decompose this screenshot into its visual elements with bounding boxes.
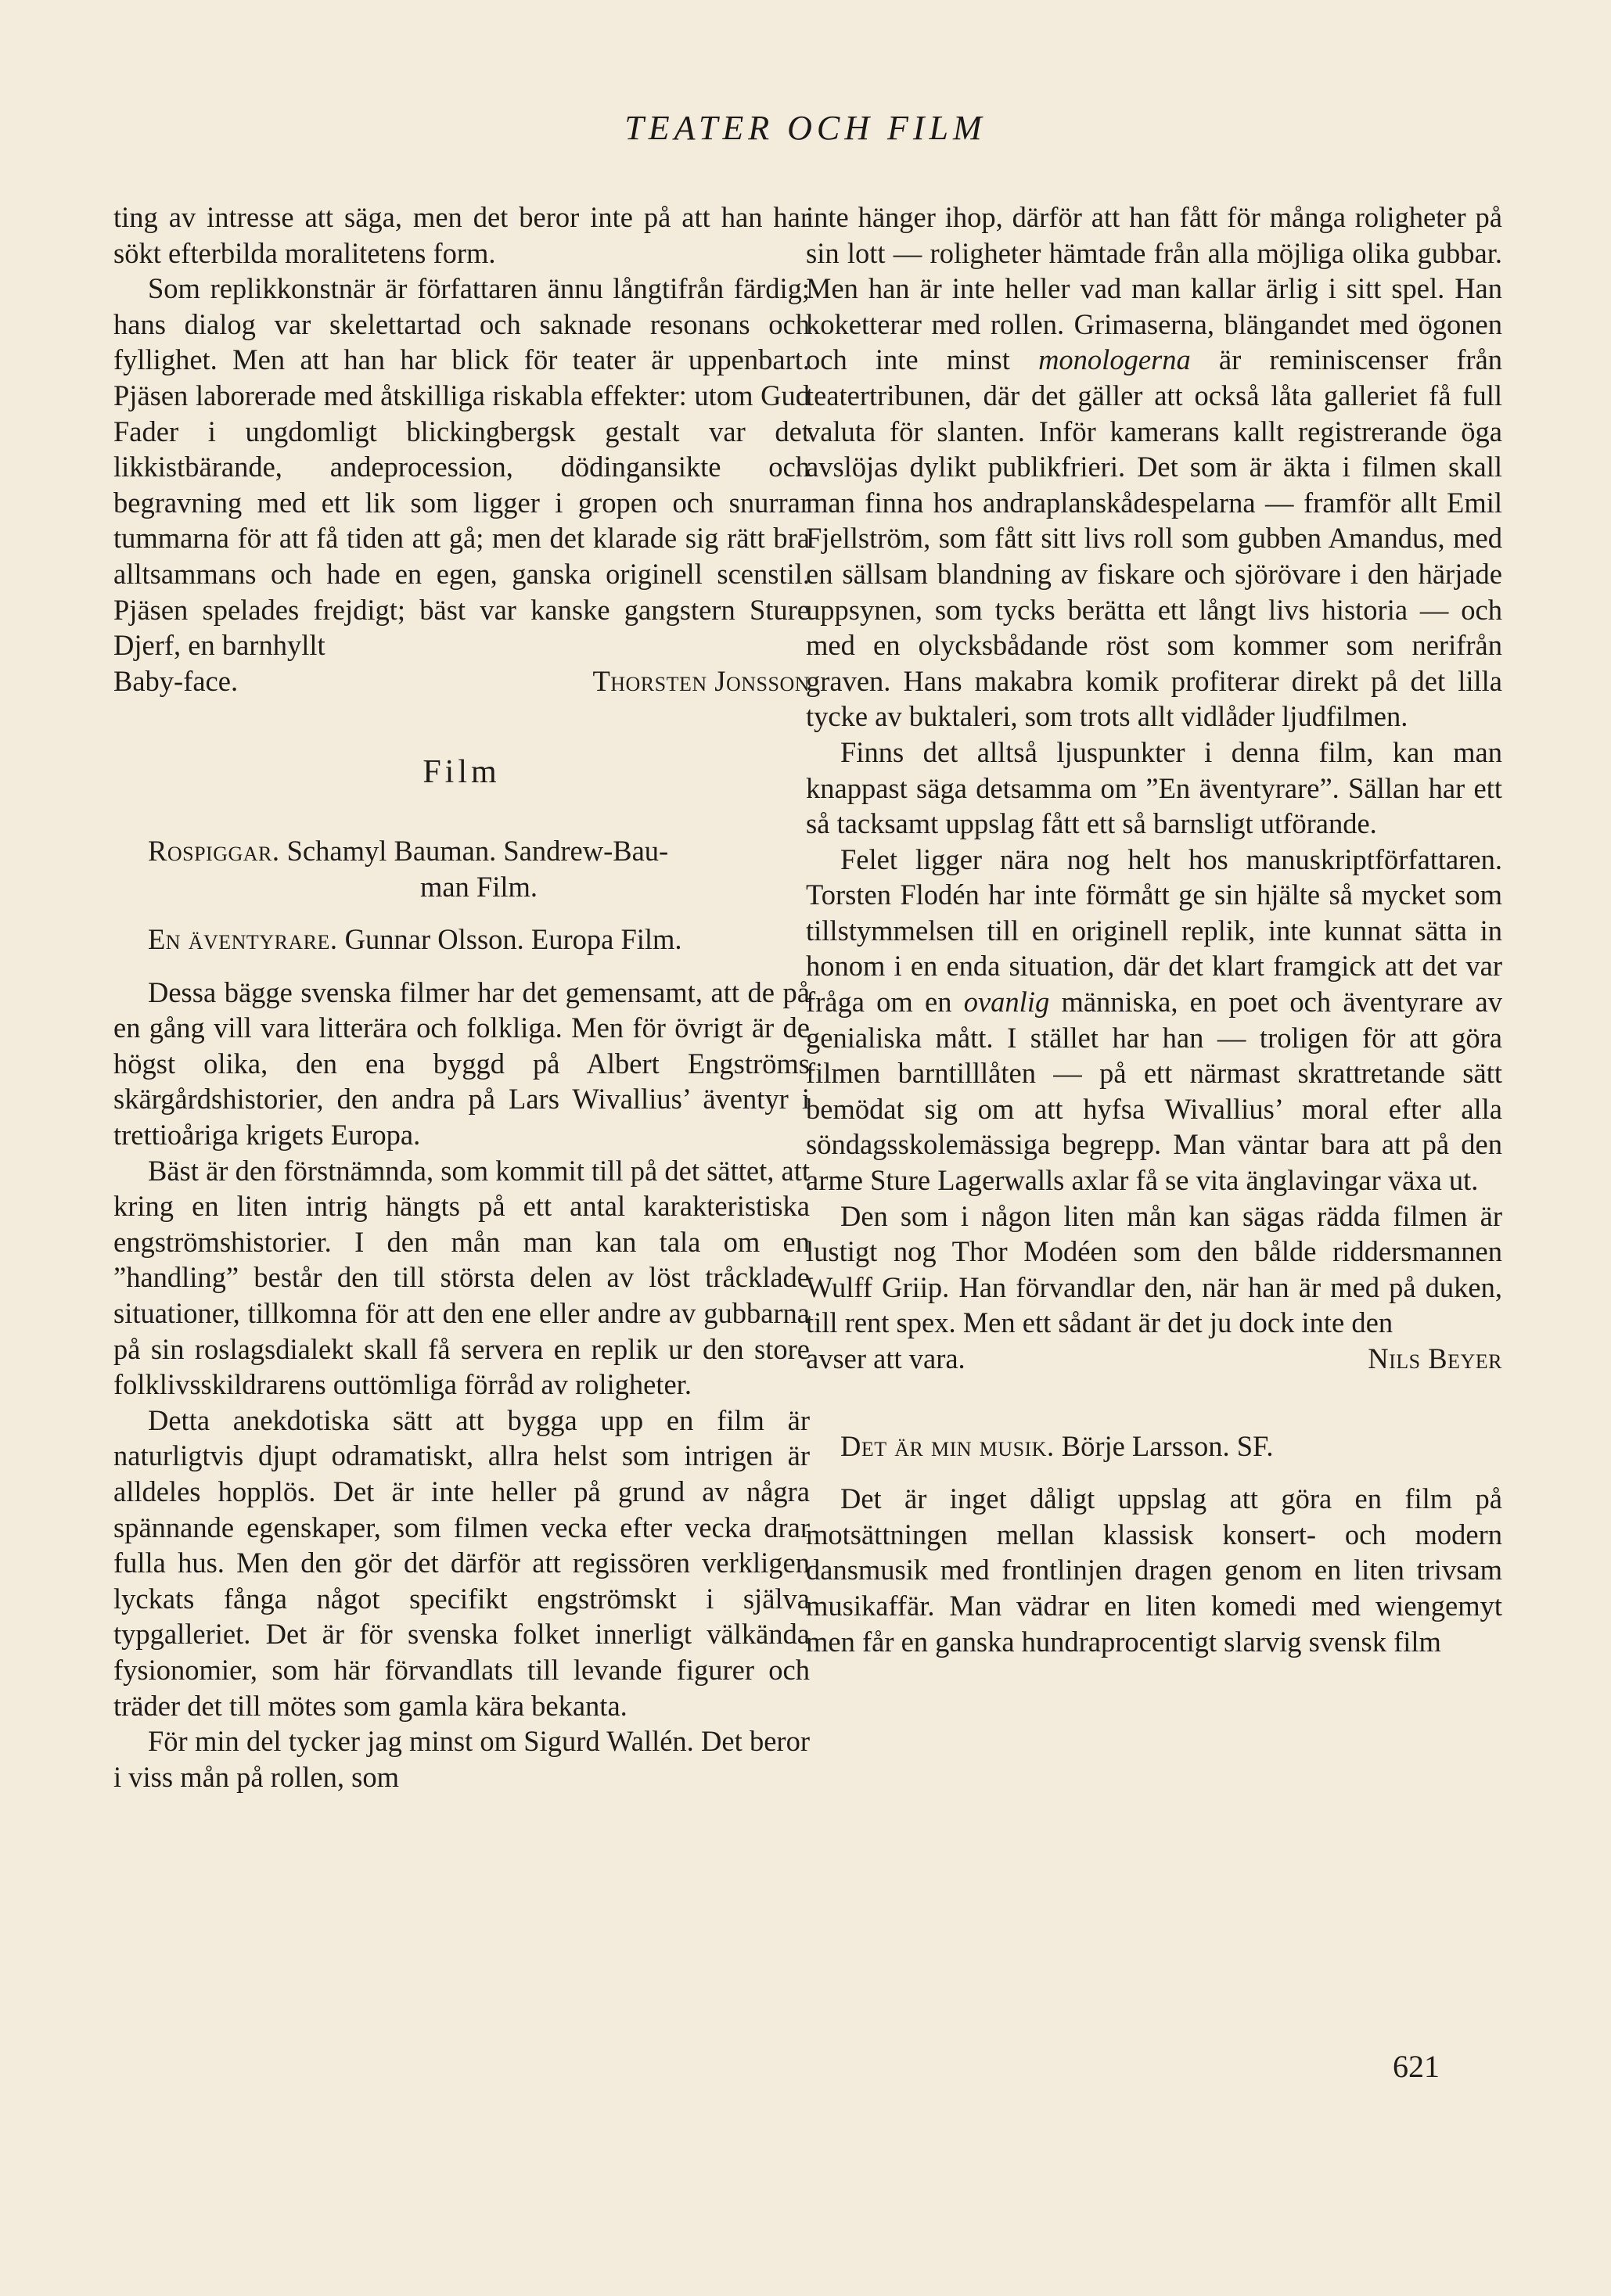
- text-run: inte hänger ihop, därför att han fått för många roligheter på sin lott — roligheter hämtade från alla möjliga olika gubbar. Men han är inte heller vad man kallar ärlig i sitt spel. Han koketterar med rollen. Grimaserna, blängandet med ögonen och inte minst: [806, 201, 1502, 376]
- film-credit: [113, 922, 810, 958]
- page-number: 621: [1393, 2049, 1440, 2084]
- film-credit: [806, 1428, 1502, 1464]
- author-signature: Thorsten Jonsson: [592, 664, 810, 697]
- paragraph: [806, 199, 1502, 735]
- paragraph: Finns det alltså ljuspunkter i denna film, kan man knappast säga detsamma om ”En äventyrare”. Sällan har ett så tacksamt uppslag fått ett så barnsligt utförande.: [806, 735, 1502, 840]
- film-credit-details: Börje Larsson. SF.: [1061, 1429, 1274, 1462]
- film-title: Det är min musik.: [840, 1429, 1055, 1462]
- paragraph-end: Baby-face.: [113, 664, 239, 697]
- paragraph: För min del tycker jag minst om Sigurd Wallén. Det beror i viss mån på rollen, som: [113, 1725, 810, 1793]
- film-title: Rospiggar.: [148, 834, 280, 867]
- italic-word: monologerna: [1038, 343, 1191, 376]
- paragraph: Dessa bägge svenska filmer har det gemensamt, att de på en gång vill vara litterära och folkliga. Men för övrigt är de högst olika, den ena byggd på Albert Engströms skärgårdshistorier, den andra på Lars Wivallius’ äventyr i trettioåriga krigets Europa.: [113, 976, 810, 1152]
- signature-line: [806, 1341, 1502, 1377]
- left-column: [113, 199, 810, 1795]
- text-run: människa, en poet och äventyrare av genialiska mått. I stället har han — troligen för att göra filmen barntilllåten — på ett närmast skrattretande sätt bemödat sig om att hyfsa Wivallius’ moral efter alla söndagsskolemässiga begrepp. Man väntar bara att på den arme Sture Lagerwalls axlar få se vita änglavingar växa ut.: [806, 986, 1503, 1197]
- film-credit: [113, 833, 810, 904]
- film-credit-details: Schamyl Bauman. Sandrew-Bau-: [286, 834, 669, 867]
- signature-line: [113, 663, 810, 699]
- italic-word: ovanlig: [963, 986, 1050, 1019]
- paragraph-end: avser att vara.: [806, 1342, 966, 1374]
- paragraph: Detta anekdotiska sätt att bygga upp en film är naturligtvis djupt odramatiskt, allra helst som intrigen är alldeles hopplös. Det är inte heller på grund av några spännande egenskaper, som filmen vecka efter vecka drar fulla hus. Men den gör det därför att regissören verkligen lyckats fånga något specifikt engströmskt i själva typgalleriet. Det är för svenska folket innerligt välkända fysionomier, som här förvandlats till levande figurer och träder det till mötes som gamla kära bekanta.: [113, 1403, 810, 1722]
- text-run: är reminiscenser från teatertribunen, där det gäller att också låta galleriet få full valuta för slanten. Inför kamerans kallt registrerande öga avslöjas dylikt publikfrieri. Det som är äkta i filmen skall man finna hos andraplanskådespelarna — framför allt Emil Fjellström, som fått sitt livs roll som gubben Amandus, med en sällsam blandning av fiskare och sjörövare i den härjade uppsynen, som tycks berätta ett långt livs historia — och med en olycksbådande röst som kommer som nerifrån graven. Hans makabra komik profiterar direkt på det lilla tycke av buktaleri, som trots allt vidlåder ljudfilmen.: [806, 343, 1503, 733]
- paragraph: Som replikkonstnär är författaren ännu långtifrån färdig; hans dialog var skelettartad och saknade resonans och fyllighet. Men att han har blick för teater är uppenbart. Pjäsen laborerade med åtskilliga riskabla effekter: utom Gud Fader i ungdomligt blickingbergsk gestalt var det likkistbärande, andeprocession, dödingansikte och begravning med ett lik som ligger i gropen och snurrar tummarna för att få tiden att gå; men det klarade sig rätt bra alltsammans och hade en egen, ganska originell scenstil. Pjäsen spelades frejdigt; bäst var kanske gangstern Sture Djerf, en barnhyllt: [113, 272, 810, 662]
- author-signature: Nils Beyer: [1368, 1342, 1502, 1374]
- running-header: TEATER OCH FILM: [624, 109, 987, 147]
- paragraph: ting av intresse att säga, men det beror inte på att han har sökt efterbilda moralitetens form.: [113, 201, 810, 269]
- film-credit-details: Gunnar Olsson. Europa Film.: [344, 923, 682, 956]
- text-run: Felet ligger nära nog helt hos manuskriptförfattaren. Torsten Flodén har inte förmått ge sin hjälte så mycket som tillstymmelsen till en originell replik, inte kunnat sätta in honom i en enda situation, där det klart framgick att det var fråga om en: [806, 843, 1502, 1019]
- film-title: En äventyrare.: [148, 923, 338, 956]
- section-heading: Film: [423, 754, 501, 791]
- paragraph: Det är inget dåligt uppslag att göra en film på motsättningen mellan klassisk konsert- och modern dansmusik med frontlinjen dragen genom en liten trivsam musikaffär. Man vädrar en liten komedi med wiengemyt men får en ganska hundraprocentigt slarvig svensk film: [806, 1482, 1502, 1658]
- film-credit-continuation: man Film.: [419, 870, 538, 903]
- paragraph: Bäst är den förstnämnda, som kommit till på det sättet, att kring en liten intrig hängts på ett antal karakteristiska engströmshistorier. I den mån man kan tala om en ”handling” består den till största delen av löst tråcklade situationer, tillkomna för att den ene eller andre av gubbarna på sin roslagsdialekt skall få servera en replik ur den store folklivsskildrarens outtömliga förråd av roligheter.: [113, 1154, 810, 1401]
- right-column: [806, 199, 1502, 1659]
- paragraph: Den som i någon liten mån kan sägas rädda filmen är lustigt nog Thor Modéen som den bålde riddersmannen Wulff Griip. Han förvandlar den, när han är med på duken, till rent spex. Men ett sådant är det ju dock inte den: [806, 1199, 1502, 1339]
- paragraph: [806, 842, 1502, 1198]
